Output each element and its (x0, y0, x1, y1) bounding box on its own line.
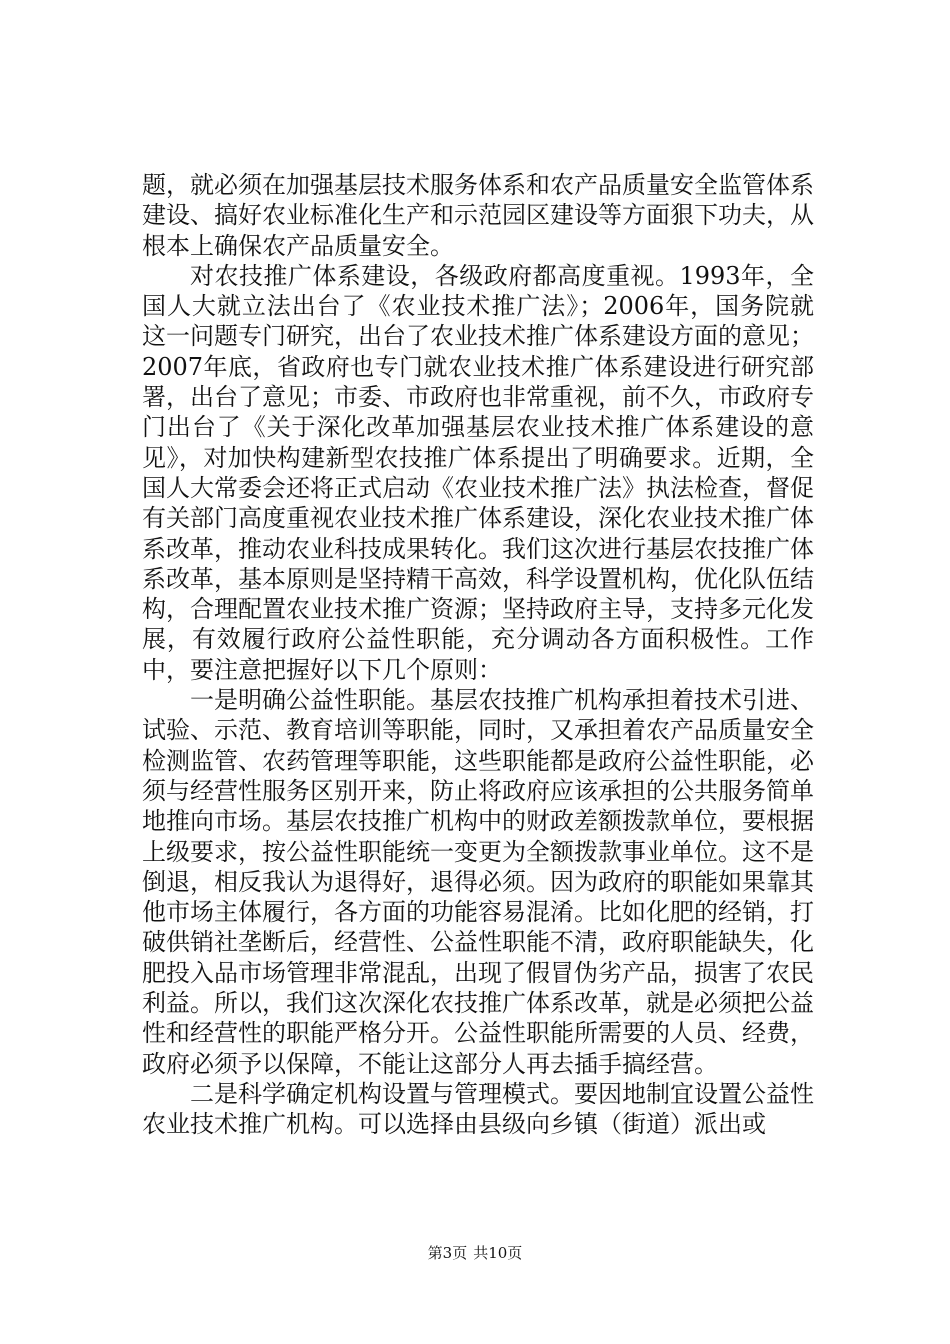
page-total: 共10页 (473, 1244, 523, 1262)
paragraph-principle-two: 二是科学确定机构设置与管理模式。要因地制宜设置公益性农业技术推广机构。可以选择由县级向乡镇（街道）派出或 (142, 1079, 814, 1139)
page-footer (0, 1243, 950, 1263)
paragraph-agri-extension-overview: 对农技推广体系建设，各级政府都高度重视。1993年，全国人大就立法出台了《农业技术推广法》；2006年，国务院就这一问题专门研究，出台了农业技术推广体系建设方面的意见；2007年底，省政府也专门就农业技术推广体系建设进行研究部署，出台了意见；市委、市政府也非常重视，前不久，市政府专门出台了《关于深化改革加强基层农业技术推广体系建设的意见》，对加快构建新型农技推广体系提出了明确要求。近期，全国人大常委会还将正式启动《农业技术推广法》执法检查，督促有关部门高度重视农业技术推广体系建设，深化农业技术推广体系改革，推动农业科技成果转化。我们这次进行基层农技推广体系改革，基本原则是坚持精干高效，科学设置机构，优化队伍结构，合理配置农业技术推广资源；坚持政府主导，支持多元化发展，有效履行政府公益性职能，充分调动各方面积极性。工作中，要注意把握好以下几个原则： (142, 261, 814, 684)
document-body (142, 170, 814, 1140)
paragraph-continuation: 题，就必须在加强基层技术服务体系和农产品质量安全监管体系建设、搞好农业标准化生产和示范园区建设等方面狠下功夫，从根本上确保农产品质量安全。 (142, 171, 814, 260)
paragraph-principle-one: 一是明确公益性职能。基层农技推广机构承担着技术引进、试验、示范、教育培训等职能，同时，又承担着农产品质量安全检测监管、农药管理等职能，这些职能都是政府公益性职能，必须与经营性服务区别开来，防止将政府应该承担的公共服务简单地推向市场。基层农技推广机构中的财政差额拨款单位，要根据上级要求，按公益性职能统一变更为全额拨款事业单位。这不是倒退，相反我认为退得好，退得必须。因为政府的职能如果靠其他市场主体履行，各方面的功能容易混淆。比如化肥的经销，打破供销社垄断后，经营性、公益性职能不清，政府职能缺失，化肥投入品市场管理非常混乱，出现了假冒伪劣产品，损害了农民利益。所以，我们这次深化农技推广体系改革，就是必须把公益性和经营性的职能严格分开。公益性职能所需要的人员、经费，政府必须予以保障，不能让这部分人再去插手搞经营。 (142, 686, 814, 1078)
page-number: 第3页 (427, 1244, 468, 1262)
